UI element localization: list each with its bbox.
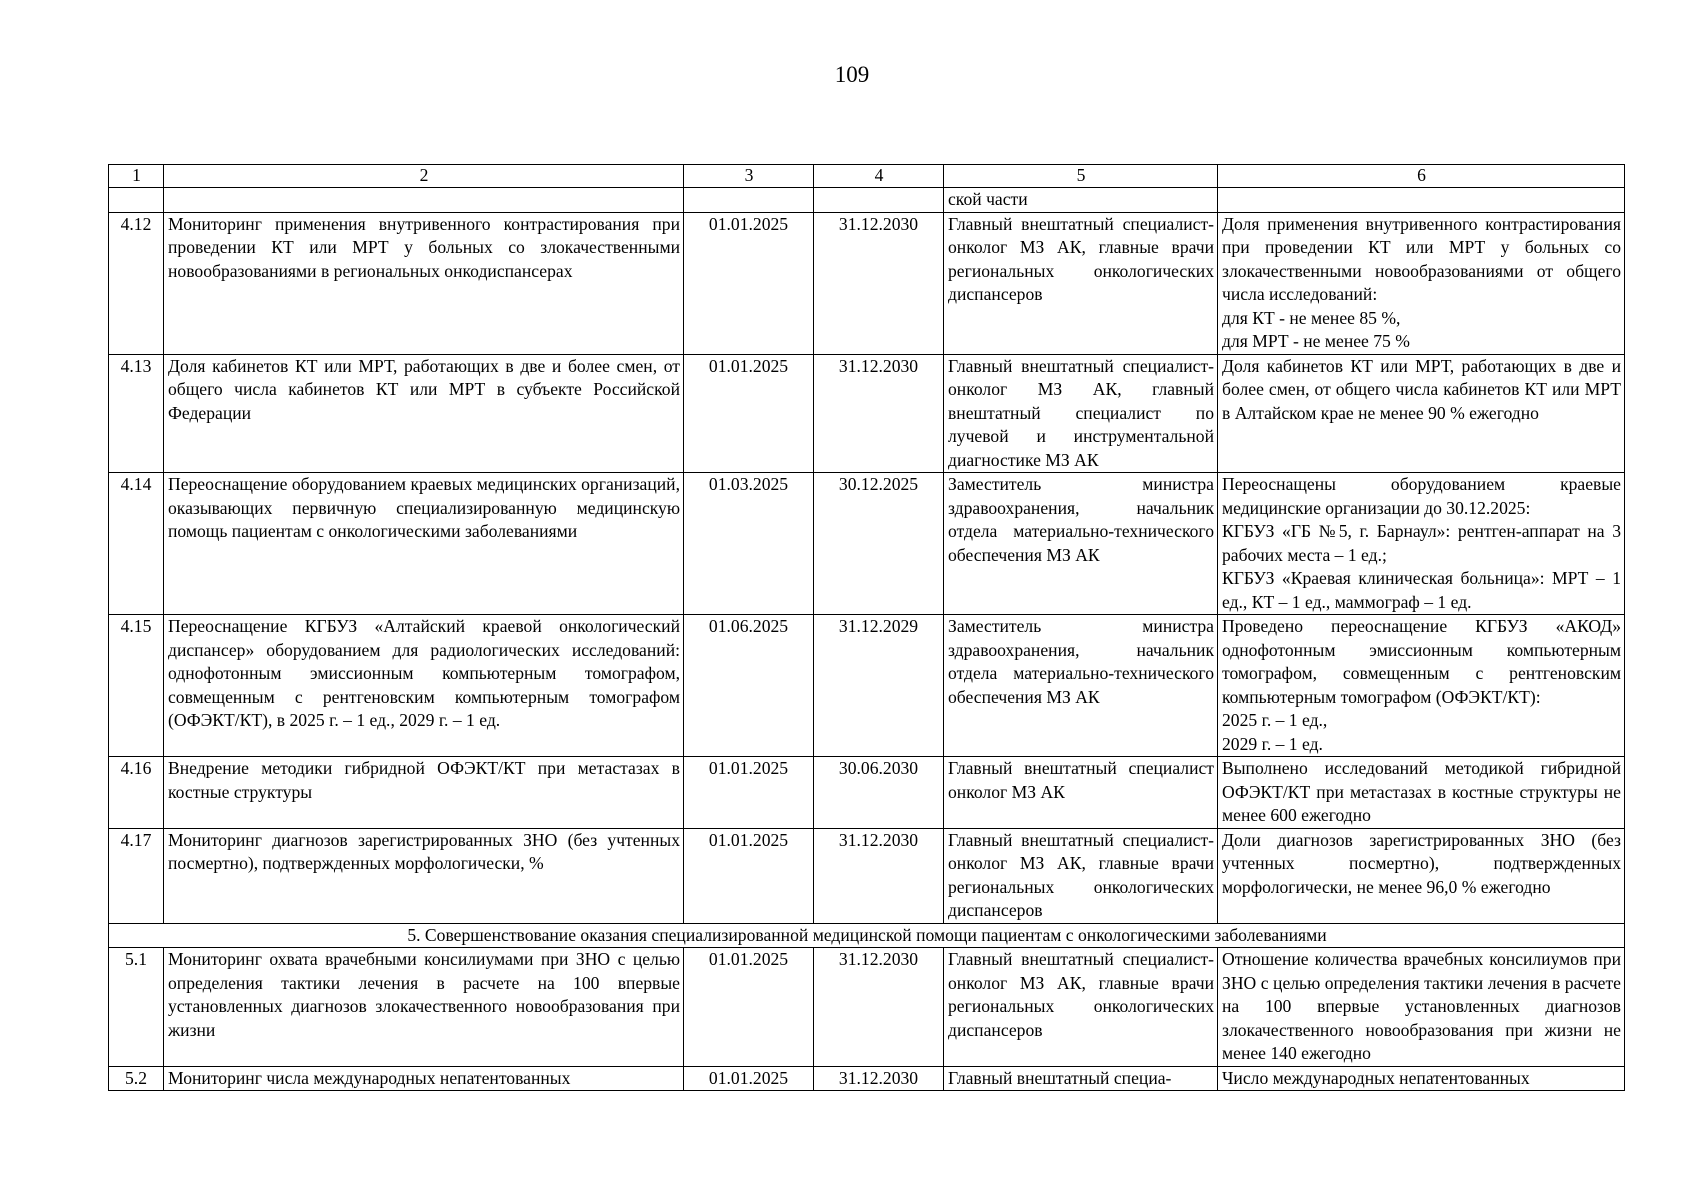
end-date-cell-text: 30.12.2025 [838, 474, 919, 494]
continuation-text: ской части [944, 188, 1218, 213]
result-cell [1218, 354, 1625, 473]
result-cell [1218, 1066, 1625, 1091]
result-cell-text: Выполнено исследований методикой гибридной ОФЭКТ/КТ при метастазах в костные структуры не менее 600 ежегодно [1222, 758, 1621, 825]
end-date-cell [814, 1066, 944, 1091]
activity-cell-text: Мониторинг диагнозов зарегистрированных ЗНО (без учтенных посмертно), подтвержденных морфологически, % [168, 829, 680, 873]
result-cell [1218, 757, 1625, 829]
header-col-6: 6 [1218, 165, 1625, 188]
table-row [109, 828, 1625, 923]
table-row [109, 757, 1625, 829]
activity-cell-text: Мониторинг применения внутривенного контрастирования при проведении КТ или МРТ у больных со злокачественными новообразованиями в региональных онкодиспансерах [168, 213, 680, 281]
end-date-cell-text: 31.12.2030 [838, 1067, 919, 1088]
table-row [109, 354, 1625, 473]
activity-cell-text: Мониторинг числа международных непатентованных [168, 1067, 571, 1088]
table-row [109, 948, 1625, 1067]
row-number-text: 4.15 [120, 616, 152, 636]
row-number-text: 4.16 [120, 758, 152, 778]
result-line: 2025 г. – 1 ед., [1222, 710, 1328, 730]
result-line: для КТ - не менее 85 %, [1222, 307, 1401, 328]
result-cell [1218, 828, 1625, 923]
start-date-cell [684, 1066, 814, 1091]
row-number [109, 1066, 164, 1091]
activity-cell-text: Доля кабинетов КТ или МРТ, работающих в две и более смен, от общего числа кабинетов КТ или МРТ в субъекте Российской Федерации [168, 355, 680, 423]
responsible-cell-text: Главный внештатный специалист-онколог МЗ АК, главные врачи региональных онкологических диспансеров [948, 829, 1214, 920]
header-col-3: 3 [684, 165, 814, 188]
end-date-cell [814, 615, 944, 757]
row-number-text: 5.2 [125, 1067, 147, 1088]
activity-cell [164, 615, 684, 757]
header-col-4: 4 [814, 165, 944, 188]
start-date-cell [684, 212, 814, 354]
table-row [109, 615, 1625, 757]
header-col-2: 2 [164, 165, 684, 188]
end-date-cell [814, 354, 944, 473]
result-cell [1218, 473, 1625, 615]
responsible-cell [944, 1066, 1218, 1091]
start-date-cell-text: 01.01.2025 [708, 1067, 789, 1088]
result-line: КГБУЗ «Краевая клиническая больница»: МРТ – 1 ед., КТ – 1 ед., маммограф – 1 ед. [1222, 568, 1621, 612]
responsible-cell [944, 948, 1218, 1067]
header-row [109, 165, 1625, 188]
end-date-cell-text: 31.12.2029 [838, 616, 919, 636]
table-row [109, 473, 1625, 615]
end-date-cell [814, 757, 944, 829]
result-cell-text: Отношение количества врачебных консилиумов при ЗНО с целью определения тактики лечения в расчете на 100 впервые установленных диагнозов злокачественного новообразования при жизни не менее 140 ежегодно [1222, 949, 1621, 1063]
row-number-text: 5.1 [125, 949, 147, 969]
responsible-cell-text: Главный внештатный специалист-онколог МЗ АК, главный внештатный специалист по лучевой и инструментальной диагностике МЗ АК [948, 355, 1214, 470]
row-number-text: 4.12 [120, 213, 152, 234]
start-date-cell [684, 948, 814, 1067]
activity-cell [164, 212, 684, 354]
start-date-cell-text: 01.01.2025 [708, 758, 789, 778]
start-date-cell [684, 473, 814, 615]
page-number: 109 [834, 62, 870, 87]
start-date-cell [684, 828, 814, 923]
result-cell [1218, 615, 1625, 757]
result-line: КГБУЗ «ГБ №5, г. Барнаул»: рентген-аппарат на 3 рабочих места – 1 ед.; [1222, 521, 1621, 565]
end-date-cell-text: 31.12.2030 [838, 355, 919, 376]
end-date-cell [814, 948, 944, 1067]
result-cell-text: Число международных непатентованных [1222, 1067, 1530, 1088]
start-date-cell [684, 615, 814, 757]
start-date-cell-text: 01.01.2025 [708, 213, 789, 234]
row-number [109, 473, 164, 615]
row-number-text: 4.14 [120, 474, 152, 494]
responsible-cell-text: Главный внештатный специалист-онколог МЗ АК, главные врачи региональных онкологических диспансеров [948, 213, 1214, 304]
row-number-text: 4.13 [120, 355, 152, 376]
end-date-cell [814, 828, 944, 923]
row-number [109, 757, 164, 829]
start-date-cell-text: 01.06.2025 [708, 616, 789, 636]
row-number [109, 212, 164, 354]
result-line: для МРТ - не менее 75 % [1222, 331, 1410, 351]
section-title: 5. Совершенствование оказания специализированной медицинской помощи пациентам с онкологическими заболеваниями [109, 923, 1625, 948]
responsible-cell [944, 757, 1218, 829]
responsible-cell [944, 615, 1218, 757]
start-date-cell-text: 01.01.2025 [708, 949, 789, 969]
row-number [109, 354, 164, 473]
plan-table [108, 164, 1625, 1091]
table-row [109, 1066, 1625, 1091]
responsible-cell-text: Заместитель министра здравоохранения, начальник отдела материально-технического обеспечения МЗ АК [948, 474, 1214, 565]
row-number [109, 828, 164, 923]
responsible-cell [944, 828, 1218, 923]
activity-cell [164, 1066, 684, 1091]
result-cell-text: Переоснащены оборудованием краевые медицинские организации до 30.12.2025: [1222, 474, 1621, 518]
result-cell [1218, 212, 1625, 354]
header-col-1: 1 [109, 165, 164, 188]
start-date-cell [684, 354, 814, 473]
row-number [109, 615, 164, 757]
continuation-row [109, 188, 1625, 213]
responsible-cell-text: Главный внештатный специалист онколог МЗ АК [948, 758, 1214, 802]
section-row [109, 923, 1625, 948]
result-line: 2029 г. – 1 ед. [1222, 733, 1323, 754]
result-cell-text: Доли диагнозов зарегистрированных ЗНО (без учтенных посмертно), подтвержденных морфологически, не менее 96,0 % ежегодно [1222, 829, 1621, 897]
activity-cell-text: Переоснащение оборудованием краевых медицинских организаций, оказывающих первичную специализированную медицинскую помощь пациентам с онкологическими заболеваниями [168, 474, 680, 541]
activity-cell [164, 757, 684, 829]
activity-cell [164, 354, 684, 473]
result-cell [1218, 948, 1625, 1067]
activity-cell-text: Внедрение методики гибридной ОФЭКТ/КТ при метастазах в костные структуры [168, 758, 680, 802]
end-date-cell-text: 31.12.2030 [838, 829, 919, 850]
row-number [109, 948, 164, 1067]
result-cell-text: Проведено переоснащение КГБУЗ «АКОД» однофотонным эмиссионным компьютерным томографом, совмещенным с рентгеновским компьютерным томографом (ОФЭКТ/КТ): [1222, 616, 1621, 707]
responsible-cell [944, 354, 1218, 473]
start-date-cell-text: 01.03.2025 [708, 474, 789, 494]
result-cell-text: Доля кабинетов КТ или МРТ, работающих в две и более смен, от общего числа кабинетов КТ или МРТ в Алтайском крае не менее 90 % ежегодно [1222, 355, 1621, 423]
responsible-cell [944, 473, 1218, 615]
header-col-5: 5 [944, 165, 1218, 188]
row-number-text: 4.17 [120, 829, 152, 850]
table-row [109, 212, 1625, 354]
activity-cell [164, 828, 684, 923]
activity-cell-text: Переоснащение КГБУЗ «Алтайский краевой онкологический диспансер» оборудованием для радиологических исследований: однофотонным эмиссионным компьютерным томографом, совмещенным с рентгеновским компьютерным томографом (ОФЭКТ/КТ), в 2025 г. – 1 ед., 2029 г. – 1 ед. [168, 616, 680, 730]
responsible-cell-text: Главный внештатный специалист-онколог МЗ АК, главные врачи региональных онкологических диспансеров [948, 949, 1214, 1040]
activity-cell [164, 948, 684, 1067]
start-date-cell-text: 01.01.2025 [708, 355, 789, 376]
start-date-cell [684, 757, 814, 829]
end-date-cell-text: 31.12.2030 [838, 949, 919, 969]
activity-cell [164, 473, 684, 615]
responsible-cell-text: Главный внештатный специа- [948, 1067, 1172, 1088]
responsible-cell [944, 212, 1218, 354]
end-date-cell [814, 212, 944, 354]
end-date-cell-text: 30.06.2030 [838, 758, 919, 778]
activity-cell-text: Мониторинг охвата врачебными консилиумами при ЗНО с целью определения тактики лечения в расчете на 100 впервые установленных диагнозов злокачественного новообразования при жизни [168, 949, 680, 1040]
result-cell-text: Доля применения внутривенного контрастирования при проведении КТ или МРТ у больных со злокачественными новообразованиями от общего числа исследований: [1222, 213, 1621, 304]
end-date-cell-text: 31.12.2030 [838, 213, 919, 234]
start-date-cell-text: 01.01.2025 [708, 829, 789, 850]
responsible-cell-text: Заместитель министра здравоохранения, начальник отдела материально-технического обеспечения МЗ АК [948, 616, 1214, 707]
end-date-cell [814, 473, 944, 615]
